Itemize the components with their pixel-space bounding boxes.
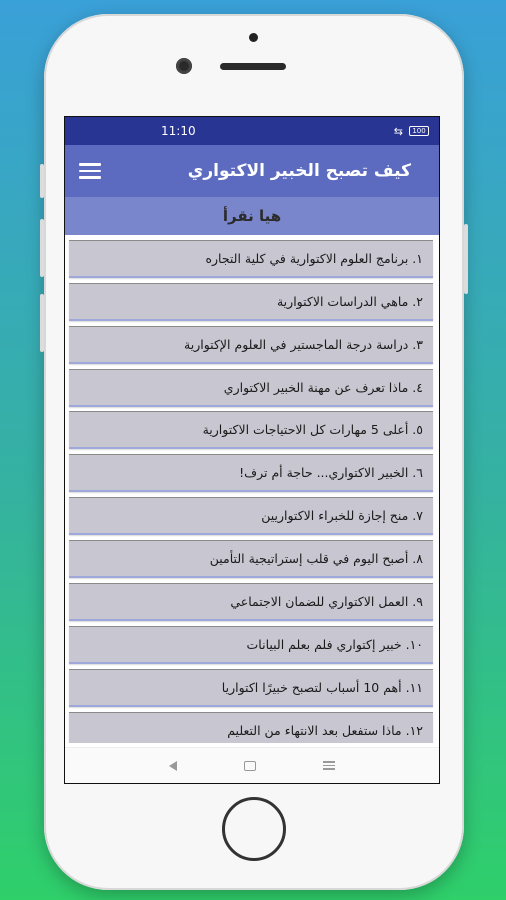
status-time: 11:10 — [161, 124, 196, 138]
volume-down-button — [40, 294, 44, 352]
front-camera — [176, 58, 192, 74]
list-item-label: ٢. ماهي الدراسات الاكتوارية — [276, 293, 423, 309]
list-item[interactable] — [69, 497, 433, 535]
hamburger-menu-icon[interactable] — [79, 163, 101, 179]
system-nav-bar — [65, 747, 439, 783]
list-item-label: ١٢. ماذا ستفعل بعد الانتهاء من التعليم — [227, 722, 423, 738]
sensor-dot — [249, 33, 258, 42]
home-icon[interactable] — [244, 761, 256, 771]
phone-screen — [64, 116, 440, 784]
list-item[interactable] — [69, 454, 433, 492]
list-item[interactable] — [69, 669, 433, 707]
earpiece-speaker — [220, 63, 286, 70]
list-item-label: ١. برنامج العلوم الاكتوارية في كلية التجاره — [205, 250, 423, 266]
volume-up-button — [40, 219, 44, 277]
list-item[interactable] — [69, 712, 433, 743]
list-item-label: ٦. الخبير الاكتواري... حاجة أم ترف! — [239, 465, 423, 481]
status-bar — [65, 117, 439, 145]
list-item[interactable] — [69, 583, 433, 621]
section-header: هيا نقرأ — [65, 197, 439, 235]
list-item[interactable] — [69, 369, 433, 407]
list-item[interactable] — [69, 540, 433, 578]
app-title: كيف تصبح الخبير الاكتواري — [187, 161, 411, 181]
list-item-label: ٩. العمل الاكتواري للضمان الاجتماعي — [230, 594, 423, 610]
list-item-label: ٤. ماذا تعرف عن مهنة الخبير الاكتواري — [223, 379, 423, 395]
side-button — [40, 164, 44, 198]
recents-icon[interactable] — [323, 761, 335, 770]
list-item[interactable] — [69, 326, 433, 364]
physical-home-button[interactable] — [222, 797, 286, 861]
list-item[interactable] — [69, 283, 433, 321]
list-item-label: ٥. أعلى 5 مهارات كل الاحتياجات الاكتوارية — [202, 422, 423, 438]
back-icon[interactable] — [169, 761, 177, 771]
list-item-label: ٧. منح إجازة للخبراء الاكتواريين — [261, 508, 423, 524]
list-item-label: ٣. دراسة درجة الماجستير في العلوم الإكتوارية — [184, 336, 423, 352]
list-item[interactable] — [69, 626, 433, 664]
power-button — [464, 224, 468, 294]
article-list — [65, 235, 439, 743]
list-item[interactable] — [69, 240, 433, 278]
battery-icon: 100 — [409, 126, 429, 136]
list-item-label: ٨. أصبح اليوم في قلب إستراتيجية التأمين — [209, 551, 423, 567]
list-item-label: ١١. أهم 10 أسباب لتصبح خبيرًا اكتواريا — [221, 679, 423, 695]
app-bar — [65, 145, 439, 197]
list-item-label: ١٠. خبير إكتواري فلم بعلم البيانات — [246, 636, 423, 652]
list-item[interactable] — [69, 411, 433, 449]
wifi-icon: ⇆ — [393, 124, 403, 138]
